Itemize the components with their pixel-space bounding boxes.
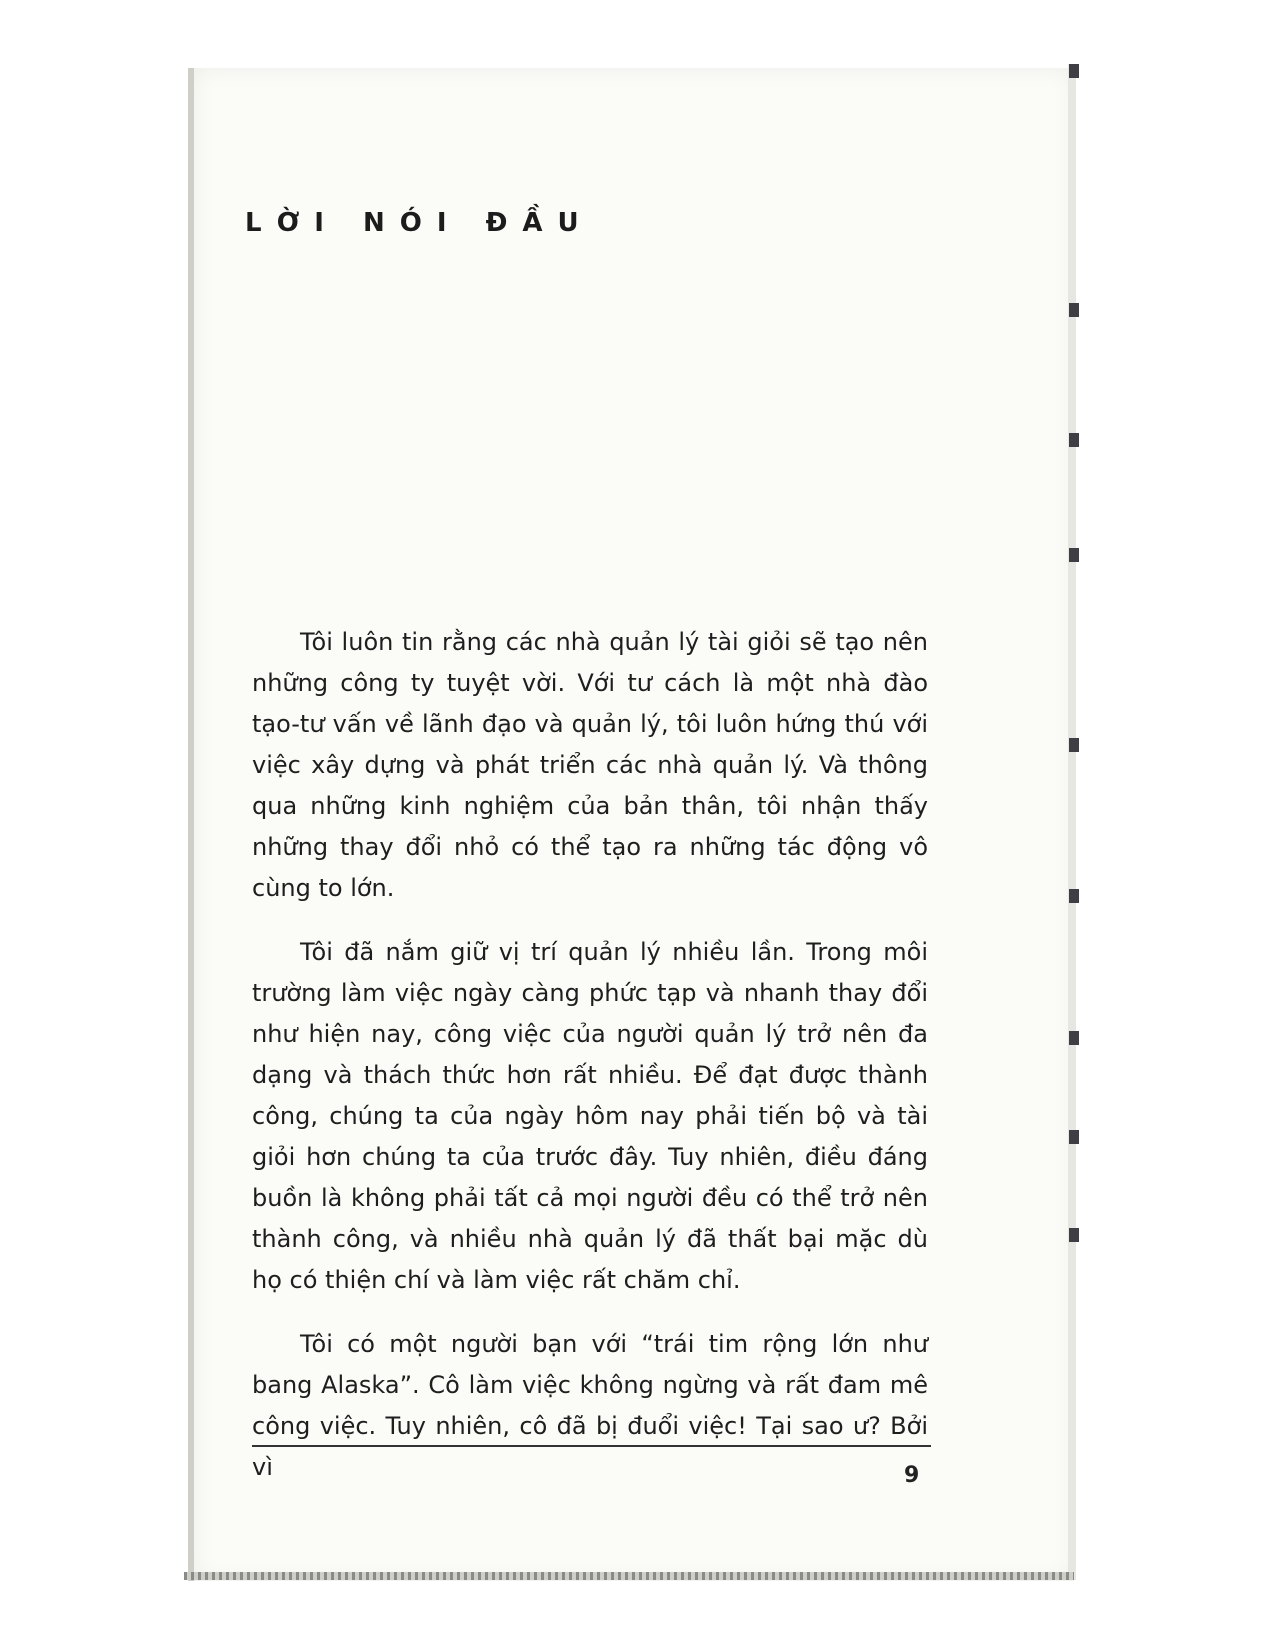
page-bottom-edge	[184, 1572, 1074, 1580]
edge-mark	[1069, 1031, 1079, 1045]
edge-mark	[1069, 64, 1079, 78]
edge-mark	[1069, 433, 1079, 447]
edge-mark	[1069, 889, 1079, 903]
edge-mark	[1069, 1130, 1079, 1144]
page-number: 9	[904, 1463, 920, 1488]
edge-mark	[1069, 1228, 1079, 1242]
chapter-title: LỜI NÓI ĐẦU	[245, 208, 594, 238]
edge-mark	[1069, 738, 1079, 752]
footer-rule	[252, 1445, 931, 1447]
paragraph-1: Tôi luôn tin rằng các nhà quản lý tài giỏi sẽ tạo nên những công ty tuyệt vời. Với tư cách là một nhà đào tạo-tư vấn về lãnh đạo và quản lý, tôi luôn hứng thú với việc xây dựng và phát triển các nhà quản lý. Và thông qua những kinh nghiệm của bản thân, tôi nhận thấy những thay đổi nhỏ có thể tạo ra những tác động vô cùng to lớn.	[252, 628, 928, 902]
paragraph-2: Tôi đã nắm giữ vị trí quản lý nhiều lần. Trong môi trường làm việc ngày càng phức tạp và nhanh thay đổi như hiện nay, công việc của người quản lý trở nên đa dạng và thách thức hơn rất nhiều. Để đạt được thành công, chúng ta của ngày hôm nay phải tiến bộ và tài giỏi hơn chúng ta của trước đây. Tuy nhiên, điều đáng buồn là không phải tất cả mọi người đều có thể trở nên thành công, và nhiều nhà quản lý đã thất bại mặc dù họ có thiện chí và làm việc rất chăm chỉ.	[252, 938, 928, 1294]
edge-mark	[1069, 548, 1079, 562]
page-edge	[1068, 64, 1076, 1580]
paragraph-3: Tôi có một người bạn với “trái tim rộng lớn như bang Alaska”. Cô làm việc không ngừng và rất đam mê công việc. Tuy nhiên, cô đã bị đuổi việc! Tại sao ư? Bởi vì	[252, 1330, 928, 1481]
edge-mark	[1069, 303, 1079, 317]
body-text	[252, 622, 928, 1511]
